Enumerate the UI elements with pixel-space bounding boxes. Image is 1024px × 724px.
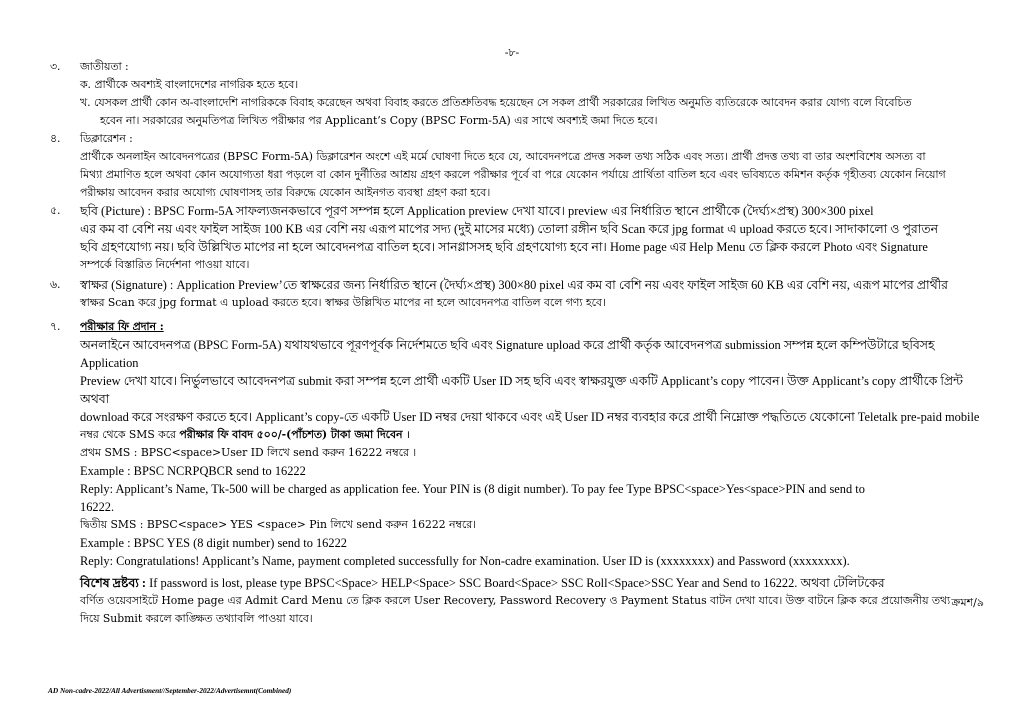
- picture-line1: ছবি (Picture) : BPSC Form-5A সাফল্যজনকভাবে পূরণ সম্পন্ন হলে Application preview দেখা যাবে। preview এর নির্ধারিত স্থানে প্রার্থীকে (দৈর্ঘ্য×প্রস্থ) 300×300 pixel: [80, 204, 874, 218]
- fee-paragraph-line3: download করে সংরক্ষণ করতে হবে। Applicant’s copy-তে একটি User ID নম্বর দেয়া থাকবে এবং এই User ID নম্বর ব্যবহার করে প্রার্থী নিম্নোক্ত পদ্ধতিতে যেকোনো Teletalk pre-paid mobile: [80, 410, 980, 424]
- declaration-line3: পরীক্ষায় আবেদন করার অযোগ্য ঘোষণাসহ তার বিরুদ্ধে যেকোন আইনগত ব্যবস্থা গ্রহণ করা হবে।: [80, 186, 491, 199]
- page-number: -৮-: [504, 46, 520, 59]
- declaration-line1: প্রার্থীকে অনলাইন আবেদনপত্রের (BPSC Form-5A) ডিক্লারেশন অংশে এই মর্মে ঘোষণা দিতে হবে যে, আবেদনপত্রে প্রদত্ত সকল তথ্য সঠিক এবং সত্য। প্রার্থী প্রদত্ত তথ্য বা তার অংশবিশেষ অসত্য বা: [80, 150, 926, 163]
- picture-line3: ছবি গ্রহণযোগ্য নয়। ছবি উল্লিখিত মাপের না হলে আবেদনপত্র বাতিল হবে। সানগ্লাসসহ ছবি গ্রহণযোগ্য হবে না। Home page এর Help Menu তে ক্লিক করলে Photo এবং Signature: [80, 240, 928, 254]
- special-note-label: বিশেষ দ্রষ্টব্য :: [80, 576, 147, 590]
- section-number: ৪.: [50, 132, 61, 145]
- special-note-line3: দিয়ে Submit করলে কাঙ্ক্ষিত তথ্যাবলি পাওয়া যাবে।: [80, 612, 313, 625]
- second-sms-instruction: দ্বিতীয় SMS : BPSC<space> YES <space> Pin লিখে send করুন 16222 নম্বরে।: [80, 518, 476, 531]
- section-signature: [50, 276, 990, 312]
- first-sms-reply-line2: 16222.: [80, 500, 115, 514]
- special-note-line2: বর্ণিত ওয়েবসাইটে Home page এর Admit Card Menu তে ক্লিক করলে User Recovery, Password Recovery ও Payment Status বাটন দেখা যাবে। উক্ত বাটনে ক্লিক করে প্রয়োজনীয় তথ্য: [80, 594, 951, 607]
- fee-amount-text: পরীক্ষার ফি বাবদ ৫০০/-(পাঁচশত) টাকা জমা দিবেন: [179, 428, 403, 441]
- fee-paragraph-line4: [80, 426, 990, 444]
- fee-end-text: ।: [402, 428, 410, 441]
- signature-line1: স্বাক্ষর (Signature) : Application Preview’তে স্বাক্ষরের জন্য নির্ধারিত স্থানে (দৈর্ঘ্য×প্রস্থ) 300×80 pixel এর কম বা বেশি নয় এবং ফাইল সাইজ 60 KB এর বেশি নয়, এরূপ মাপের প্রার্থীর: [80, 278, 948, 292]
- second-sms-example: Example : BPSC YES (8 digit number) send to 16222: [80, 536, 347, 550]
- section-number: ৬.: [50, 278, 61, 291]
- picture-line4: সম্পর্কে বিস্তারিত নির্দেশনা পাওয়া যাবে।: [80, 258, 250, 271]
- section-declaration: [50, 130, 990, 202]
- fee-paragraph-line2: Preview দেখা যাবে। নির্ভুলভাবে আবেদনপত্র submit করা সম্পন্ন হলে প্রার্থী একটি User ID সহ ছবি এবং স্বাক্ষরযুক্ত একটি Applicant’s copy পাবেন। উক্ত Applicant’s copy প্রার্থীকে প্রিন্ট অথবা: [80, 374, 963, 406]
- footer-reference: AD Non-cadre-2022/All Advertisment//September-2022/Advertisemnt(Combined): [48, 686, 292, 695]
- signature-line2: স্বাক্ষর Scan করে jpg format এ upload করতে হবে। স্বাক্ষর উল্লিখিত মাপের না হলে আবেদনপত্র বাতিল বলে গণ্য হবে।: [80, 296, 606, 309]
- section-nationality: [50, 58, 990, 130]
- special-note-line1: [80, 574, 990, 592]
- section-exam-fee: [50, 318, 990, 628]
- section-title: জাতীয়তা :: [80, 60, 129, 73]
- second-sms-reply: Reply: Congratulations! Applicant’s Name, payment completed successfully for Non-cadre examination. User ID is (xxxxxxxx) and Password (xxxxxxxx).: [80, 554, 850, 568]
- picture-line2: এর কম বা বেশি নয় এবং ফাইল সাইজ 100 KB এর বেশি নয় এরূপ মাপের সদ্য (দুই মাসের মধ্যে) তোলা রঙ্গীন ছবি Scan করে jpg format এ upload করতে হবে। সাদাকালো ও পুরাতন: [80, 222, 938, 236]
- first-sms-reply-line1: Reply: Applicant’s Name, Tk-500 will be charged as application fee. Your PIN is (8 digit number). To pay fee Type BPSC<space>Yes<space>PIN and send to: [80, 482, 865, 496]
- nationality-clause-a: ক. প্রার্থীকে অবশ্যই বাংলাদেশের নাগরিক হতে হবে।: [80, 78, 299, 91]
- continued-marker: ক্রমশ/৯: [951, 596, 984, 609]
- nationality-clause-b-line2: হবেন না। সরকারের অনুমতিপত্র লিখিত পরীক্ষার পর Applicant’s Copy (BPSC Form-5A) এর সাথে অবশ্যই জমা দিতে হবে।: [100, 114, 658, 127]
- section-number: ৫.: [50, 204, 61, 217]
- section-title: ডিক্লারেশন :: [80, 132, 133, 145]
- first-sms-example: Example : BPSC NCRPQBCR send to 16222: [80, 464, 306, 478]
- special-note-text: If password is lost, please type BPSC<Space> HELP<Space> SSC Board<Space> SSC Roll<Space>SSC Year and Send to 16222. অথবা টেলিটকের: [146, 576, 885, 590]
- fee-paragraph-line1: অনলাইনে আবেদনপত্র (BPSC Form-5A) যথাযথভাবে পূরণপূর্বক নির্দেশমতে ছবি এবং Signature upload করে প্রার্থী কর্তৃক আবেদনপত্র submission সম্পন্ন হলে কম্পিউটারে ছবিসহ Application: [80, 338, 935, 370]
- fee-sms-text: নম্বর থেকে SMS করে: [80, 428, 180, 441]
- section-number: ৭.: [50, 320, 61, 333]
- nationality-clause-b-line1: খ. যেসকল প্রার্থী কোন অ-বাংলাদেশি নাগরিককে বিবাহ করেছেন অথবা বিবাহ করতে প্রতিশ্রুতিবদ্ধ হয়েছেন সে সকল প্রার্থী সরকারের লিখিত অনুমতি ব্যতিরেকে আবেদন করার যোগ্য বলে বিবেচিত: [80, 96, 912, 109]
- section-number: ৩.: [50, 60, 61, 73]
- declaration-line2: মিথ্যা প্রমাণিত হলে অথবা কোন অযোগ্যতা ধরা পড়লে বা কোন দুর্নীতির আশ্রয় গ্রহণ করলে পরীক্ষার পূর্বে বা পরে যেকোন পর্যায়ে প্রার্থিতা বাতিল হবে এবং ভবিষ্যতে কমিশন কর্তৃক গৃহীতব্য যেকোন নিয়োগ: [80, 168, 946, 181]
- first-sms-instruction: প্রথম SMS : BPSC<space>User ID লিখে send করুন 16222 নম্বরে ।: [80, 446, 417, 459]
- section-title: পরীক্ষার ফি প্রদান :: [80, 320, 164, 333]
- section-picture: [50, 202, 990, 274]
